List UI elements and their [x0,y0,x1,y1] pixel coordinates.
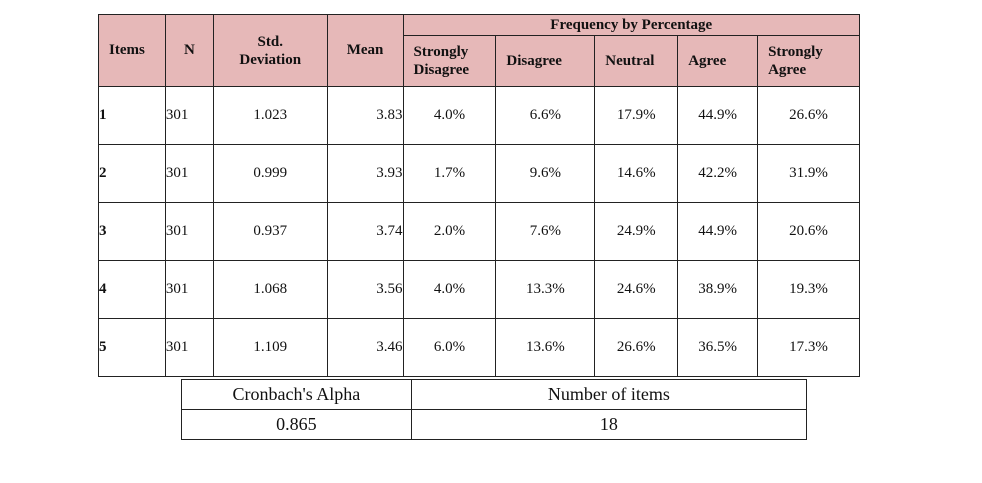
table-row [99,319,860,377]
descriptive-statistics-table [98,14,860,377]
cell-n: 301 [165,203,213,261]
cell-std: 1.023 [213,87,327,145]
cell-strongly-disagree: 1.7% [403,145,496,203]
cell-n: 301 [165,261,213,319]
cell-n: 301 [165,145,213,203]
header-sa-line1: Strongly [768,44,823,60]
cronbach-alpha-value: 0.865 [182,410,412,440]
cell-strongly-agree: 17.3% [758,319,860,377]
cell-strongly-disagree: 4.0% [403,261,496,319]
header-agree: Agree [678,36,758,87]
header-strongly-agree [758,36,860,87]
cell-mean: 3.74 [327,203,403,261]
cell-std: 0.937 [213,203,327,261]
cell-agree: 44.9% [678,87,758,145]
cell-strongly-agree: 31.9% [758,145,860,203]
cell-agree: 42.2% [678,145,758,203]
header-mean: Mean [327,15,403,87]
reliability-table [181,379,807,440]
header-n: N [165,15,213,87]
cell-neutral: 24.9% [595,203,678,261]
cell-disagree: 6.6% [496,87,595,145]
cell-disagree: 7.6% [496,203,595,261]
cell-disagree: 13.6% [496,319,595,377]
cell-item: 2 [99,145,166,203]
cell-strongly-agree: 19.3% [758,261,860,319]
cell-agree: 44.9% [678,203,758,261]
table-row [99,261,860,319]
header-strongly-disagree [403,36,496,87]
header-frequency-by-percentage: Frequency by Percentage [403,15,860,36]
header-disagree: Disagree [496,36,595,87]
header-sd-line2: Disagree [413,62,470,78]
cell-item: 4 [99,261,166,319]
header-items: Items [99,15,166,87]
cell-neutral: 24.6% [595,261,678,319]
cell-mean: 3.56 [327,261,403,319]
table-row [99,87,860,145]
cell-strongly-disagree: 4.0% [403,87,496,145]
header-sd-line1: Strongly [413,44,469,60]
header-neutral: Neutral [595,36,678,87]
cell-mean: 3.46 [327,319,403,377]
cell-neutral: 26.6% [595,319,678,377]
cell-mean: 3.83 [327,87,403,145]
cell-item: 1 [99,87,166,145]
header-std-deviation [213,15,327,87]
table-row [99,145,860,203]
cell-agree: 36.5% [678,319,758,377]
cell-strongly-agree: 26.6% [758,87,860,145]
table-row [99,203,860,261]
header-std-line2: Deviation [239,51,302,68]
cell-std: 1.109 [213,319,327,377]
cell-std: 0.999 [213,145,327,203]
cell-item: 5 [99,319,166,377]
cronbach-alpha-label: Cronbach's Alpha [182,380,412,410]
cell-n: 301 [165,319,213,377]
cell-std: 1.068 [213,261,327,319]
cell-disagree: 13.3% [496,261,595,319]
cell-strongly-disagree: 2.0% [403,203,496,261]
cell-agree: 38.9% [678,261,758,319]
cell-strongly-agree: 20.6% [758,203,860,261]
cell-neutral: 17.9% [595,87,678,145]
cell-mean: 3.93 [327,145,403,203]
number-of-items-value: 18 [411,410,806,440]
cell-neutral: 14.6% [595,145,678,203]
cell-strongly-disagree: 6.0% [403,319,496,377]
header-std-line1: Std. [257,33,283,50]
number-of-items-label: Number of items [411,380,806,410]
cell-item: 3 [99,203,166,261]
cell-disagree: 9.6% [496,145,595,203]
cell-n: 301 [165,87,213,145]
header-sa-line2: Agree [768,62,807,78]
